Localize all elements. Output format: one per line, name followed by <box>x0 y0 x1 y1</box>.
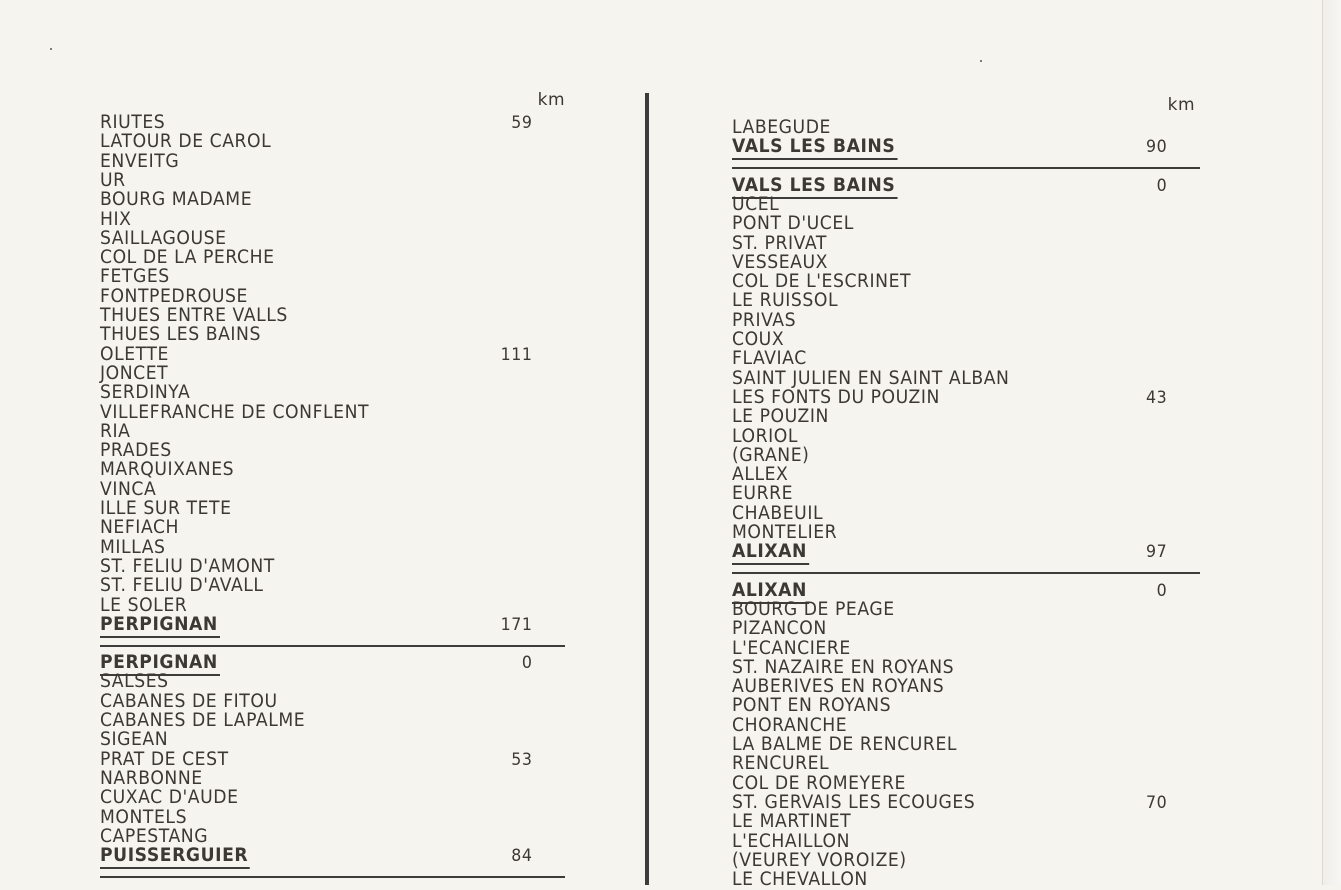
stop-name: SIGEAN <box>100 729 169 751</box>
stop-row <box>100 499 532 519</box>
stop-name: L'ECANCIERE <box>732 637 851 659</box>
km-column-header: km <box>1167 95 1195 115</box>
stop-name-underline <box>100 867 250 869</box>
stop-name: MILLAS <box>100 536 166 558</box>
stop-name: SAINT JULIEN EN SAINT ALBAN <box>732 367 1010 389</box>
stop-name: PONT D'UCEL <box>732 213 854 235</box>
major-stop-row <box>732 137 1167 157</box>
stop-row <box>100 190 532 210</box>
section-rule <box>732 572 1200 574</box>
stop-row <box>100 229 532 249</box>
stop-distance-km: 0 <box>1156 175 1168 196</box>
stop-name: SERDINYA <box>100 382 191 404</box>
section-rule <box>100 876 565 878</box>
stop-row <box>732 619 1167 639</box>
major-stop-row <box>100 653 532 673</box>
stop-row <box>732 369 1167 389</box>
stop-row <box>100 403 532 423</box>
stop-name: CABANES DE LAPALME <box>100 710 306 731</box>
stop-name: CABANES DE FITOU <box>100 690 278 712</box>
stop-row <box>732 600 1167 620</box>
stop-row <box>732 812 1167 832</box>
stop-name: ST. NAZAIRE EN ROYANS <box>732 656 955 678</box>
stop-row <box>732 523 1167 543</box>
stop-name: ST. FELIU D'AMONT <box>100 555 275 577</box>
stop-row <box>732 754 1167 774</box>
stop-name: PRADES <box>100 440 172 462</box>
stop-name: VALS LES BAINS <box>732 176 895 196</box>
stop-row <box>732 465 1167 485</box>
stop-name: FLAVIAC <box>732 348 807 370</box>
stop-name: PERPIGNAN <box>100 615 218 635</box>
stop-name: RENCUREL <box>732 753 830 775</box>
stop-name: UCEL <box>732 193 780 215</box>
stop-row <box>100 325 532 345</box>
stop-row <box>100 808 532 828</box>
stop-row <box>732 793 1167 813</box>
major-stop-row <box>732 176 1167 196</box>
stop-name: (VEUREY VOROIZE) <box>732 849 907 871</box>
stop-name: ALIXAN <box>732 581 807 601</box>
stop-row <box>100 730 532 750</box>
stop-row <box>732 291 1167 311</box>
stop-row <box>732 774 1167 794</box>
stop-name: NARBONNE <box>100 767 203 789</box>
stop-name: FONTPEDROUSE <box>100 285 248 307</box>
stop-distance-km: 84 <box>511 846 533 867</box>
stop-name: COL DE LA PERCHE <box>100 247 275 269</box>
stop-name: THUES LES BAINS <box>100 324 261 346</box>
stop-row <box>100 711 532 731</box>
stop-name: PIZANCON <box>732 618 827 640</box>
major-stop-row <box>732 581 1167 601</box>
stop-name: LE CHEVALLON <box>732 869 868 890</box>
stop-name: PUISSERGUIER <box>100 846 248 866</box>
stop-row <box>732 696 1167 716</box>
stop-row <box>100 480 532 500</box>
stop-name: PERPIGNAN <box>100 653 218 673</box>
stop-distance-km: 171 <box>500 614 533 635</box>
stop-name: LE MARTINET <box>732 811 852 833</box>
stop-name: LA BALME DE RENCUREL <box>732 734 958 755</box>
stop-row <box>100 750 532 770</box>
stop-name: VALS LES BAINS <box>732 137 895 157</box>
paper-speck <box>980 60 982 62</box>
stop-name: VINCA <box>100 478 157 500</box>
stop-row <box>100 769 532 789</box>
paper-speck <box>50 48 52 50</box>
stop-name: COL DE L'ESCRINET <box>732 271 912 293</box>
stop-name-underline <box>732 158 897 160</box>
stop-row <box>100 557 532 577</box>
stop-row <box>100 152 532 172</box>
stop-row <box>732 735 1167 755</box>
section-rule <box>732 167 1200 169</box>
stop-row <box>732 195 1167 215</box>
stop-row <box>100 672 532 692</box>
stop-name: LE SOLER <box>100 594 188 616</box>
stop-row <box>732 870 1167 890</box>
stop-distance-km: 90 <box>1145 137 1168 158</box>
stop-row <box>732 639 1167 659</box>
page-edge <box>1322 0 1341 885</box>
stop-name: COUX <box>732 329 785 350</box>
stop-row <box>732 504 1167 524</box>
stop-row <box>732 407 1167 427</box>
stop-row <box>732 484 1167 504</box>
stop-row <box>732 234 1167 254</box>
stop-name: ST. FELIU D'AVALL <box>100 575 264 597</box>
stop-row <box>732 118 1167 138</box>
stop-name: MONTELS <box>100 806 188 828</box>
stop-name: LABEGUDE <box>732 117 831 138</box>
stop-name: SAILLAGOUSE <box>100 227 227 249</box>
stop-name: CUXAC D'AUDE <box>100 787 239 809</box>
stop-row <box>100 287 532 307</box>
stop-name: L'ECHAILLON <box>732 830 851 852</box>
stop-row <box>100 576 532 596</box>
stop-name: UR <box>100 169 126 191</box>
stop-distance-km: 43 <box>1145 387 1168 408</box>
stop-name: (GRANE) <box>732 444 810 466</box>
stop-row <box>732 658 1167 678</box>
stop-row <box>100 460 532 480</box>
stop-name: BOURG MADAME <box>100 189 253 211</box>
stop-distance-km: 0 <box>1156 580 1168 601</box>
stop-name: VILLEFRANCHE DE CONFLENT <box>100 401 370 423</box>
major-stop-row <box>100 615 532 635</box>
stop-row <box>100 132 532 152</box>
stop-row <box>732 832 1167 852</box>
stop-name: ALIXAN <box>732 542 807 562</box>
stop-name: VESSEAUX <box>732 251 828 273</box>
stop-name: CHABEUIL <box>732 502 824 524</box>
stop-name: SALSES <box>100 671 169 693</box>
stop-name: HIX <box>100 208 132 230</box>
stop-row <box>100 538 532 558</box>
stop-row <box>732 388 1167 408</box>
stop-name: PRAT DE CEST <box>100 748 229 770</box>
stop-row <box>732 311 1167 331</box>
stop-row <box>732 427 1167 447</box>
stop-name: ALLEX <box>732 464 789 486</box>
stop-row <box>732 330 1167 350</box>
stop-name: LORIOL <box>732 425 799 447</box>
stop-name: CAPESTANG <box>100 825 209 847</box>
stop-name: LE POUZIN <box>732 406 829 428</box>
stop-name: CHORANCHE <box>732 714 848 736</box>
stop-row <box>100 692 532 712</box>
stop-name: BOURG DE PEAGE <box>732 598 895 620</box>
stop-name: RIA <box>100 420 131 442</box>
stop-row <box>100 364 532 384</box>
stop-row <box>732 446 1167 466</box>
stop-row <box>100 345 532 365</box>
stop-name: ILLE SUR TETE <box>100 498 232 519</box>
stop-row <box>732 716 1167 736</box>
stop-distance-km: 53 <box>511 749 533 770</box>
stop-name: LE RUISSOL <box>732 290 839 312</box>
stop-name: NEFIACH <box>100 517 180 539</box>
major-stop-row <box>732 542 1167 562</box>
stop-row <box>732 272 1167 292</box>
stop-row <box>100 383 532 403</box>
stop-name: FETGES <box>100 266 170 288</box>
stop-name: RIUTES <box>100 112 166 133</box>
stop-row <box>100 306 532 326</box>
stop-name: EURRE <box>732 483 794 505</box>
stop-distance-km: 97 <box>1145 542 1168 563</box>
column-divider <box>645 93 649 885</box>
stop-row <box>732 677 1167 697</box>
stop-name: AUBERIVES EN ROYANS <box>732 676 945 698</box>
stop-row <box>732 851 1167 871</box>
stop-name: MARQUIXANES <box>100 459 235 481</box>
stop-name: OLETTE <box>100 343 169 365</box>
stop-name: LES FONTS DU POUZIN <box>732 386 940 408</box>
stop-row <box>732 349 1167 369</box>
stop-name: THUES ENTRE VALLS <box>100 305 288 326</box>
stop-row <box>100 596 532 616</box>
stop-row <box>100 788 532 808</box>
stop-row <box>732 253 1167 273</box>
stop-distance-km: 0 <box>521 653 533 674</box>
stop-name: JONCET <box>100 362 169 384</box>
stop-row <box>100 267 532 287</box>
stop-name: LATOUR DE CAROL <box>100 131 272 153</box>
stop-row <box>100 518 532 538</box>
stop-row <box>100 210 532 230</box>
stop-name: ST. PRIVAT <box>732 232 827 254</box>
stop-name-underline <box>732 563 809 565</box>
stop-name: PRIVAS <box>732 309 797 331</box>
km-column-header: km <box>537 90 565 110</box>
stop-row <box>100 113 532 133</box>
stop-row <box>100 248 532 268</box>
stop-distance-km: 111 <box>500 344 533 365</box>
stop-row <box>100 441 532 461</box>
stop-row <box>100 422 532 442</box>
stop-name: ENVEITG <box>100 150 180 172</box>
stop-name: PONT EN ROYANS <box>732 695 892 717</box>
stop-distance-km: 59 <box>511 113 533 133</box>
stop-name: ST. GERVAIS LES ECOUGES <box>732 791 976 813</box>
stop-name: COL DE ROMEYERE <box>732 772 906 794</box>
stop-row <box>100 827 532 847</box>
major-stop-row <box>100 846 532 866</box>
stop-row <box>100 171 532 191</box>
stop-row <box>732 214 1167 234</box>
stop-name: MONTELIER <box>732 522 838 543</box>
stop-distance-km: 70 <box>1145 792 1168 813</box>
section-rule <box>100 645 565 647</box>
stop-name-underline <box>100 636 220 638</box>
